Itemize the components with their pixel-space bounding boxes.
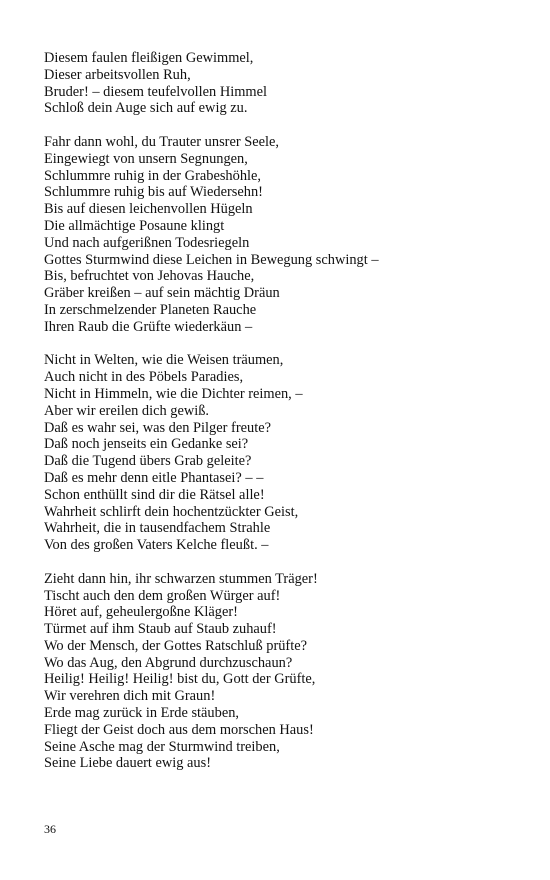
- poem-line: Daß noch jenseits ein Gedanke sei?: [44, 436, 249, 453]
- poem-line: Daß es mehr denn eitle Phantasei? – –: [44, 469, 264, 486]
- poem-line: Und nach aufgerißnen Todesriegeln: [44, 234, 250, 251]
- poem-line: Gottes Sturmwind diese Leichen in Bewegung schwingt –: [44, 251, 379, 268]
- poem-line: Schon enthüllt sind dir die Rätsel alle!: [44, 486, 265, 503]
- poem-line: Schloß dein Auge sich auf ewig zu.: [44, 100, 248, 117]
- poem-text: [44, 50, 514, 772]
- poem-line: Schlummre ruhig in der Grabeshöhle,: [44, 167, 262, 184]
- poem-line: Bis auf diesen leichenvollen Hügeln: [44, 201, 253, 218]
- poem-line: Zieht dann hin, ihr schwarzen stummen Träger!: [44, 570, 318, 587]
- poem-line: In zerschmelzender Planeten Rauche: [44, 301, 257, 318]
- poem-line: Wahrheit, die in tausendfachem Strahle: [44, 520, 271, 537]
- poem-line: Daß es wahr sei, was den Pilger freute?: [44, 419, 271, 436]
- poem-line: Nicht in Welten, wie die Weisen träumen,: [44, 352, 284, 369]
- poem-line: Auch nicht in des Pöbels Paradies,: [44, 369, 244, 386]
- poem-line: Wo der Mensch, der Gottes Ratschluß prüfte?: [44, 637, 307, 654]
- poem-line: Tischt auch den dem großen Würger auf!: [44, 587, 281, 604]
- poem-line: Fliegt der Geist doch aus dem morschen Haus!: [44, 721, 314, 738]
- poem-line: Wir verehren dich mit Graun!: [44, 688, 216, 705]
- poem-line: Heilig! Heilig! Heilig! bist du, Gott der Grüfte,: [44, 671, 316, 688]
- poem-line: Seine Liebe dauert ewig aus!: [44, 755, 212, 772]
- poem-line: Türmet auf ihm Staub auf Staub zuhauf!: [44, 621, 277, 638]
- poem-line: Erde mag zurück in Erde stäuben,: [44, 705, 239, 722]
- poem-line: Bis, befruchtet von Jehovas Hauche,: [44, 268, 255, 285]
- poem-line: Gräber kreißen – auf sein mächtig Dräun: [44, 285, 280, 302]
- poem-line: Höret auf, geheulergoßne Kläger!: [44, 604, 238, 621]
- poem-line: Nicht in Himmeln, wie die Dichter reimen, –: [44, 385, 303, 402]
- stanza-4: [44, 571, 514, 773]
- poem-line: Von des großen Vaters Kelche fleußt. –: [44, 537, 269, 554]
- stanza-3: [44, 352, 514, 554]
- poem-line: Wo das Aug, den Abgrund durchzuschaun?: [44, 654, 293, 671]
- poem-line: Aber wir ereilen dich gewiß.: [44, 402, 210, 419]
- poem-line: Diesem faulen fleißigen Gewimmel,: [44, 50, 254, 66]
- poem-line: Fahr dann wohl, du Trauter unsrer Seele,: [44, 133, 280, 150]
- page-number: 36: [44, 822, 56, 836]
- poem-line: Schlummre ruhig bis auf Wiedersehn!: [44, 184, 263, 201]
- stanza-2: [44, 134, 514, 336]
- poem-line: Eingewiegt von unsern Segnungen,: [44, 150, 248, 167]
- stanza-1: [44, 50, 514, 117]
- poem-line: Die allmächtige Posaune klingt: [44, 217, 225, 234]
- poem-line: Dieser arbeitsvollen Ruh,: [44, 66, 191, 83]
- poem-line: Seine Asche mag der Sturmwind treiben,: [44, 738, 280, 755]
- poem-line: Ihren Raub die Grüfte wiederkäun –: [44, 318, 253, 335]
- poem-line: Wahrheit schlirft dein hochentzückter Geist,: [44, 503, 299, 520]
- poem-line: Daß die Tugend übers Grab geleite?: [44, 453, 252, 470]
- poem-line: Bruder! – diesem teufelvollen Himmel: [44, 83, 267, 100]
